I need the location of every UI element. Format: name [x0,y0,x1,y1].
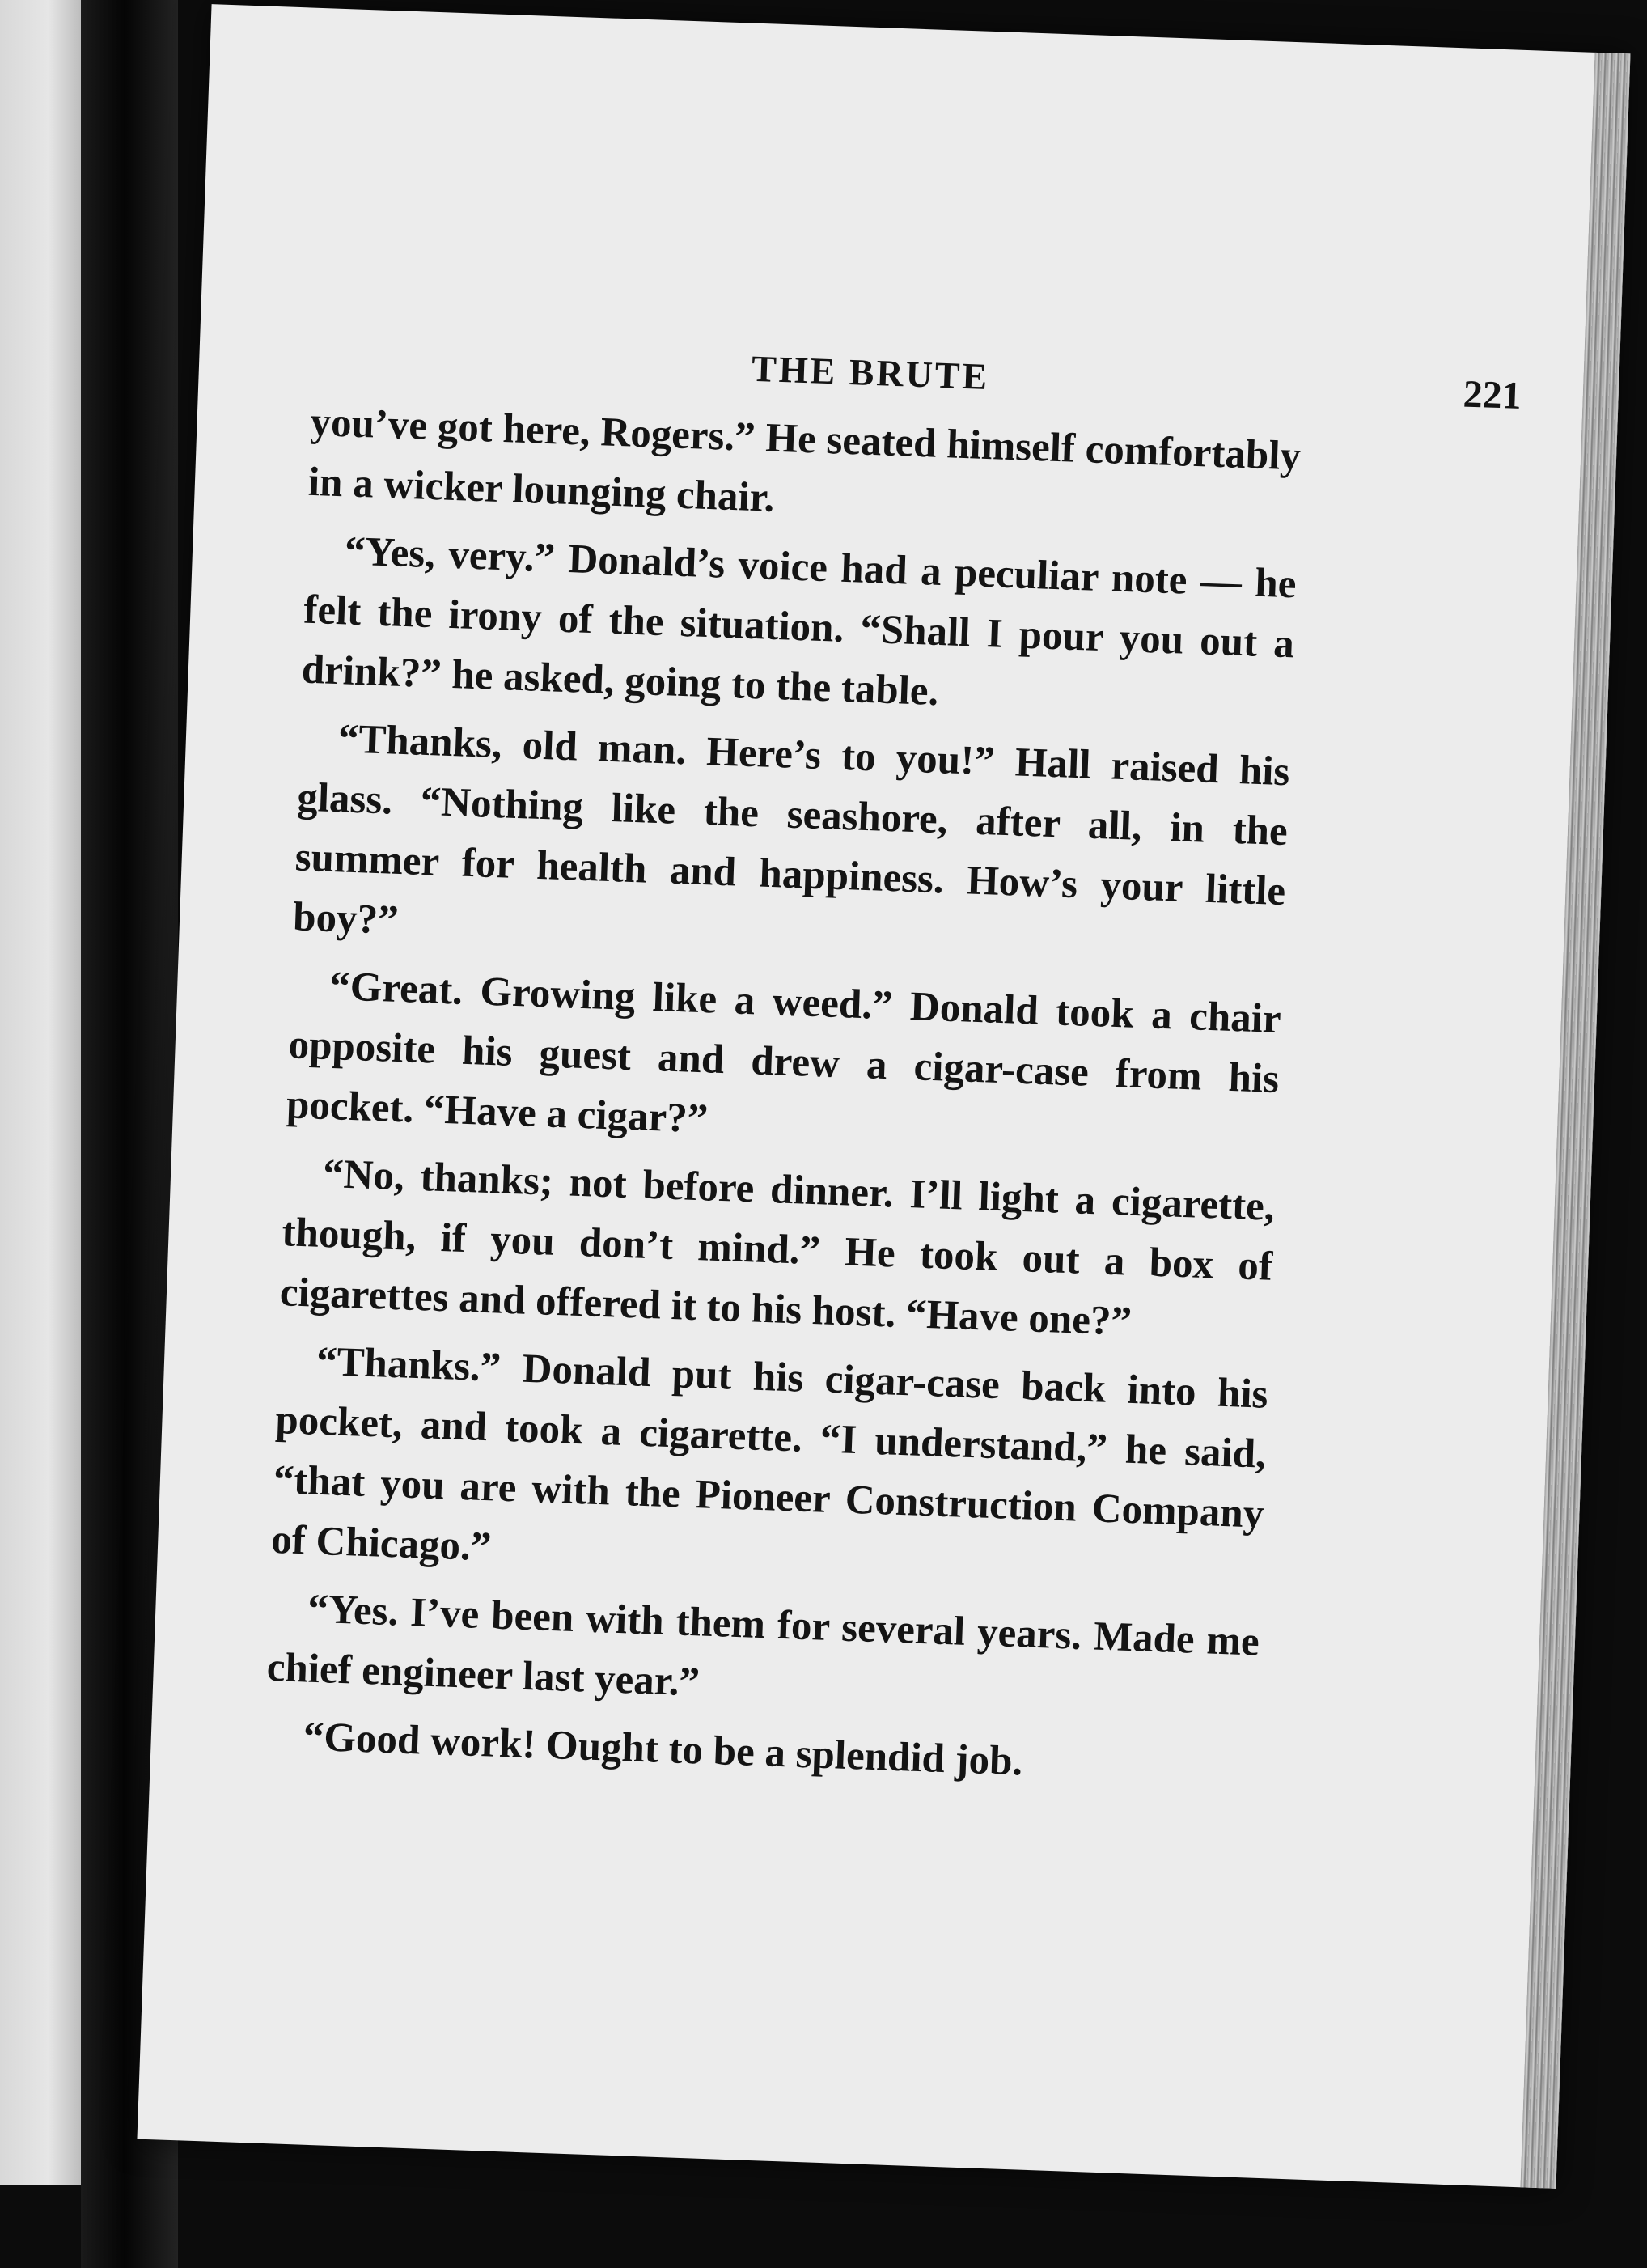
paragraph: “Thanks.” Donald put his cigar-case back into his pocket, and took a cigarette. “I understand,” he said, “that you are with the Pioneer Construction Company of Chicago.” [270,1338,1269,1571]
page-fore-edge [1520,53,1630,2189]
running-head: THE BRUTE [751,347,991,398]
paragraph: “No, thanks; not before dinner. I’ll light a cigarette, though, if you don’t mind.” He took out a box of cigarettes and offered it to his host. “Have one?” [279,1151,1276,1345]
paragraph: “Thanks, old man. Here’s to you!” Hall raised his glass. “Nothing like the seashore, after all, in the summer for health and happiness. How’s your little boy?” [292,716,1291,943]
book-page [137,4,1630,2189]
paragraph: “Yes. I’ve been with them for several years. Made me chief engineer last year.” [265,1586,1260,1706]
facing-page-edge [0,0,81,2185]
paragraph: you’ve got here, Rogers.” He seated himself comfortably in a wicker lounging chair. [307,399,1302,521]
paragraph: “Great. Growing like a weed.” Donald took a chair opposite his guest and drew a cigar-case from his pocket. “Have a cigar?” [286,964,1282,1142]
paragraph: “Yes, very.” Donald’s voice had a peculiar note — he felt the irony of the situation. “Shall I pour you out a drink?” he asked, going to the table. [300,528,1298,715]
page-number: 221 [1462,372,1522,418]
paragraph: “Good work! Ought to be a splendid job. [302,1714,1024,1785]
body-text [263,392,1302,1808]
